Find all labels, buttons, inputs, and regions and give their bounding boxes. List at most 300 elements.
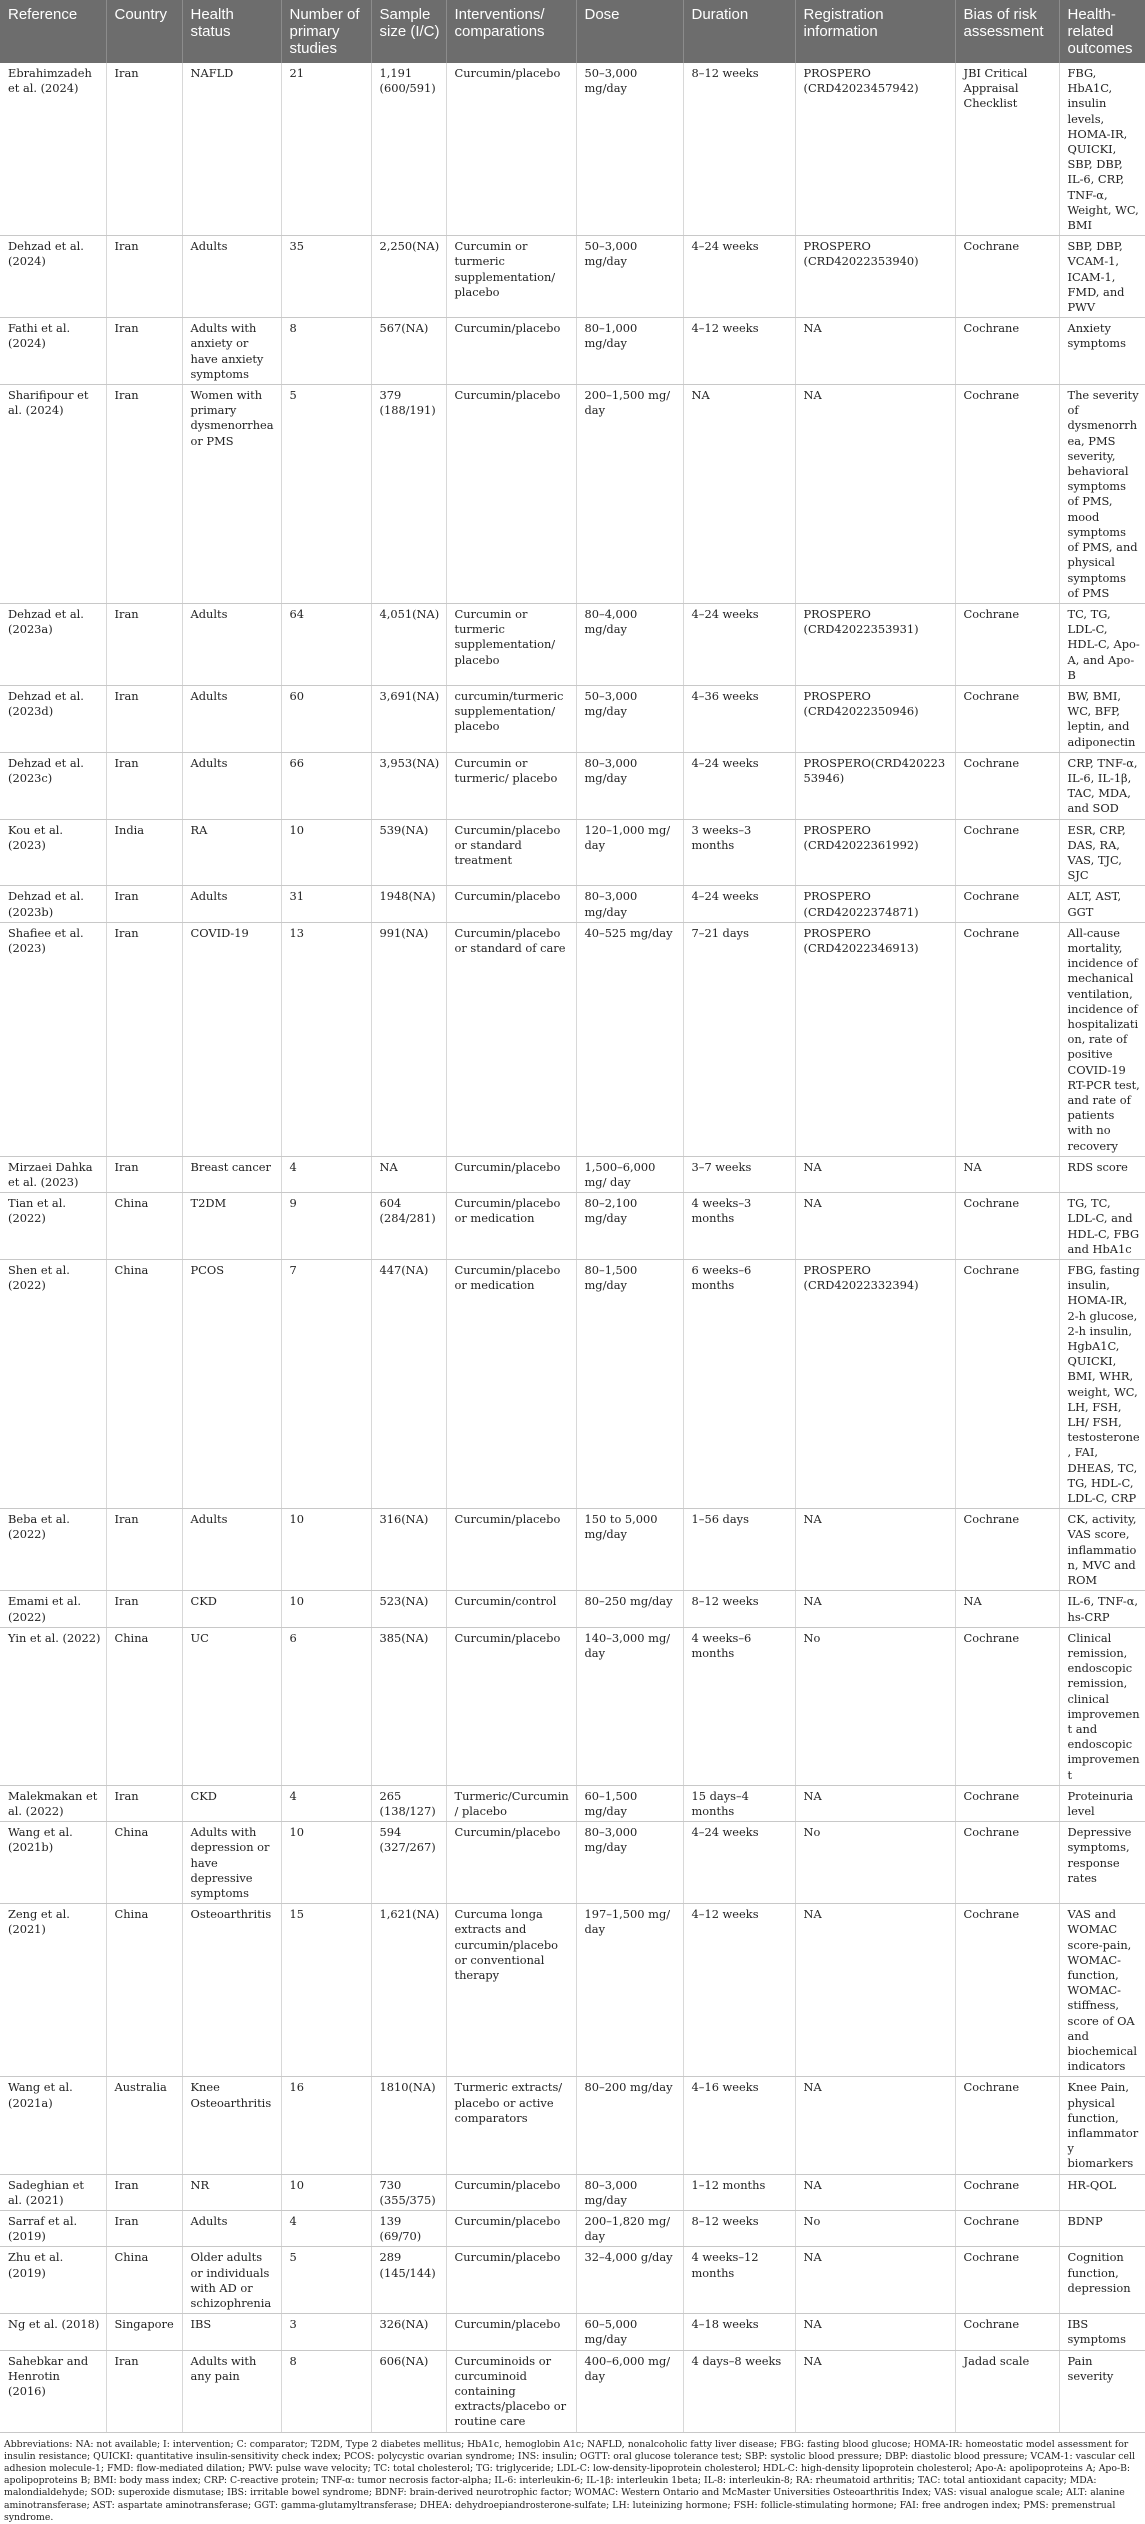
table-cell: 200–1,500 mg/ day	[576, 385, 683, 604]
table-cell: PROSPERO (CRD42022353940)	[795, 236, 955, 318]
table-row	[0, 2174, 1145, 2210]
table-cell: Wang et al. (2021a)	[0, 2077, 106, 2174]
table-cell: NA	[795, 2077, 955, 2174]
table-cell: Wang et al. (2021b)	[0, 1822, 106, 1904]
table-cell: Anxiety symptoms	[1059, 318, 1145, 385]
table-cell: TC, TG, LDL-C, HDL-C, Apo-A, and Apo-B	[1059, 603, 1145, 685]
table-cell: 1,621(NA)	[371, 1904, 446, 2077]
table-row	[0, 1260, 1145, 1509]
table-cell: 4–24 weeks	[683, 236, 795, 318]
table-cell: Cochrane	[955, 1785, 1059, 1821]
table-cell: 66	[281, 752, 371, 819]
table-cell: 16	[281, 2077, 371, 2174]
table-cell: The severity of dysmenorrhea, PMS severity, behavioral symptoms of PMS, mood symptoms of PMS, and physical symptoms of PMS	[1059, 385, 1145, 604]
table-cell: 64	[281, 603, 371, 685]
table-cell: Curcumin/placebo	[446, 385, 576, 604]
column-header: Sample size (I/C)	[371, 0, 446, 63]
table-cell: BDNP	[1059, 2211, 1145, 2247]
table-cell: JBI Critical Appraisal Checklist	[955, 63, 1059, 236]
table-cell: 316(NA)	[371, 1509, 446, 1591]
table-cell: 7–21 days	[683, 922, 795, 1156]
table-cell: 139 (69/70)	[371, 2211, 446, 2247]
table-cell: 80–1,000 mg/day	[576, 318, 683, 385]
table-cell: Adults with anxiety or have anxiety symptoms	[182, 318, 281, 385]
table-cell: NA	[955, 1591, 1059, 1627]
table-cell: VAS and WOMAC score-pain, WOMAC-function, WOMAC-stiffness, score of OA and biochemical indicators	[1059, 1904, 1145, 2077]
table-cell: Iran	[106, 1509, 182, 1591]
table-cell: Ng et al. (2018)	[0, 2314, 106, 2350]
table-cell: 400–6,000 mg/ day	[576, 2350, 683, 2432]
table-cell: Dehzad et al. (2024)	[0, 236, 106, 318]
table-cell: Curcuma longa extracts and curcumin/placebo or conventional therapy	[446, 1904, 576, 2077]
table-cell: 4–24 weeks	[683, 603, 795, 685]
table-cell: Malekmakan et al. (2022)	[0, 1785, 106, 1821]
table-cell: NR	[182, 2174, 281, 2210]
table-cell: 31	[281, 886, 371, 922]
table-cell: Iran	[106, 2350, 182, 2432]
table-cell: Tian et al. (2022)	[0, 1193, 106, 1260]
table-cell: Cochrane	[955, 1822, 1059, 1904]
table-cell: IL-6, TNF-α, hs-CRP	[1059, 1591, 1145, 1627]
table-cell: 6	[281, 1627, 371, 1785]
table-cell: 80–200 mg/day	[576, 2077, 683, 2174]
table-cell: Curcuminoids or curcuminoid containing extracts/placebo or routine care	[446, 2350, 576, 2432]
table-cell: 4–24 weeks	[683, 752, 795, 819]
table-cell: NAFLD	[182, 63, 281, 236]
table-cell: 289 (145/144)	[371, 2247, 446, 2314]
table-cell: IBS	[182, 2314, 281, 2350]
table-cell: Adults	[182, 1509, 281, 1591]
table-cell: 10	[281, 1591, 371, 1627]
table-cell: NA	[795, 1509, 955, 1591]
table-cell: Yin et al. (2022)	[0, 1627, 106, 1785]
table-cell: CRP, TNF-α, IL-6, IL-1β, TAC, MDA, and SOD	[1059, 752, 1145, 819]
table-row	[0, 2211, 1145, 2247]
table-cell: NA	[683, 385, 795, 604]
table-cell: 326(NA)	[371, 2314, 446, 2350]
table-row	[0, 1904, 1145, 2077]
table-cell: Knee Pain, physical function, inflammatory biomarkers	[1059, 2077, 1145, 2174]
table-cell: China	[106, 2247, 182, 2314]
table-cell: CKD	[182, 1785, 281, 1821]
table-cell: 80–3,000 mg/day	[576, 2174, 683, 2210]
table-cell: Singapore	[106, 2314, 182, 2350]
table-cell: 3 weeks–3 months	[683, 819, 795, 886]
table-cell: Curcumin/placebo	[446, 63, 576, 236]
table-cell: Iran	[106, 922, 182, 1156]
table-cell: Cochrane	[955, 685, 1059, 752]
table-cell: FBG, HbA1C, insulin levels, HOMA-IR, QUICKI, SBP, DBP, IL-6, CRP, TNF-α, Weight, WC, BMI	[1059, 63, 1145, 236]
table-cell: 80–1,500 mg/day	[576, 1260, 683, 1509]
table-cell: FBG, fasting insulin, HOMA-IR, 2-h glucose, 2-h insulin, HgbA1C, QUICKI, BMI, WHR, weight, WC, LH, FSH, LH/ FSH, testosterone, FAI, DHEAS, TC, TG, HDL-C, LDL-C, CRP	[1059, 1260, 1145, 1509]
table-cell: Clinical remission, endoscopic remission, clinical improvement and endoscopic improvement	[1059, 1627, 1145, 1785]
table-cell: Beba et al. (2022)	[0, 1509, 106, 1591]
table-body	[0, 63, 1145, 2432]
table-cell: Cochrane	[955, 385, 1059, 604]
table-cell: 10	[281, 2174, 371, 2210]
table-cell: BW, BMI, WC, BFP, leptin, and adiponectin	[1059, 685, 1145, 752]
table-cell: 80–3,000 mg/day	[576, 752, 683, 819]
table-cell: NA	[795, 2247, 955, 2314]
table-cell: 3,691(NA)	[371, 685, 446, 752]
table-row	[0, 2077, 1145, 2174]
table-cell: 8	[281, 318, 371, 385]
table-cell: 80–3,000 mg/day	[576, 886, 683, 922]
table-cell: Curcumin/placebo	[446, 1509, 576, 1591]
table-row	[0, 385, 1145, 604]
table-cell: Adults with depression or have depressive symptoms	[182, 1822, 281, 1904]
table-cell: Fathi et al. (2024)	[0, 318, 106, 385]
table-row	[0, 1591, 1145, 1627]
table-row	[0, 1156, 1145, 1192]
table-cell: 8–12 weeks	[683, 1591, 795, 1627]
table-cell: Adults	[182, 685, 281, 752]
table-cell: 8	[281, 2350, 371, 2432]
table-cell: 604 (284/281)	[371, 1193, 446, 1260]
table-cell: 4 weeks–3 months	[683, 1193, 795, 1260]
table-cell: Shafiee et al. (2023)	[0, 922, 106, 1156]
table-cell: 991(NA)	[371, 922, 446, 1156]
table-cell: Adults	[182, 2211, 281, 2247]
table-cell: 9	[281, 1193, 371, 1260]
table-cell: 379 (188/191)	[371, 385, 446, 604]
column-header: Country	[106, 0, 182, 63]
table-row	[0, 922, 1145, 1156]
table-cell: 10	[281, 1509, 371, 1591]
table-cell: 60	[281, 685, 371, 752]
table-cell: Cochrane	[955, 2314, 1059, 2350]
table-row	[0, 1193, 1145, 1260]
table-cell: 1,500–6,000 mg/ day	[576, 1156, 683, 1192]
table-cell: Iran	[106, 236, 182, 318]
table-cell: SBP, DBP, VCAM-1, ICAM-1, FMD, and PWV	[1059, 236, 1145, 318]
table-cell: NA	[795, 1904, 955, 2077]
table-cell: 447(NA)	[371, 1260, 446, 1509]
table-cell: Jadad scale	[955, 2350, 1059, 2432]
table-cell: 4–24 weeks	[683, 1822, 795, 1904]
table-cell: 10	[281, 1822, 371, 1904]
table-cell: No	[795, 2211, 955, 2247]
column-header: Number of primary studies	[281, 0, 371, 63]
table-cell: Curcumin/placebo	[446, 886, 576, 922]
column-header: Health-related outcomes	[1059, 0, 1145, 63]
table-cell: 1–56 days	[683, 1509, 795, 1591]
table-cell: Curcumin/placebo	[446, 2211, 576, 2247]
table-cell: Zhu et al. (2019)	[0, 2247, 106, 2314]
table-cell: Mirzaei Dahka et al. (2023)	[0, 1156, 106, 1192]
table-cell: PROSPERO (CRD42023457942)	[795, 63, 955, 236]
table-cell: CK, activity, VAS score, inflammation, MVC and ROM	[1059, 1509, 1145, 1591]
table-cell: 140–3,000 mg/ day	[576, 1627, 683, 1785]
table-cell: Adults	[182, 752, 281, 819]
table-cell: 50–3,000 mg/day	[576, 63, 683, 236]
table-cell: Cochrane	[955, 603, 1059, 685]
table-cell: Adults	[182, 236, 281, 318]
table-cell: NA	[795, 1193, 955, 1260]
table-cell: No	[795, 1822, 955, 1904]
table-row	[0, 236, 1145, 318]
table-row	[0, 819, 1145, 886]
table-cell: 15 days–4 months	[683, 1785, 795, 1821]
table-cell: 3–7 weeks	[683, 1156, 795, 1192]
table-row	[0, 1822, 1145, 1904]
table-cell: CKD	[182, 1591, 281, 1627]
table-cell: Shen et al. (2022)	[0, 1260, 106, 1509]
table-cell: 4 days–8 weeks	[683, 2350, 795, 2432]
table-cell: 4	[281, 2211, 371, 2247]
table-cell: curcumin/turmeric supplementation/ placebo	[446, 685, 576, 752]
table-cell: Cochrane	[955, 2077, 1059, 2174]
table-cell: RDS score	[1059, 1156, 1145, 1192]
table-cell: 4	[281, 1785, 371, 1821]
table-cell: Sarraf et al. (2019)	[0, 2211, 106, 2247]
abbreviations-footnote: Abbreviations: NA: not available; I: intervention; C: comparator; T2DM, Type 2 diabetes mellitus; HbA1c, hemoglobin A1c; NAFLD, nonalcoholic fatty liver disease; FBG: fasting blood glucose; HOMA-IR: homeostatic model assessment for insulin resistance; QUICKI: quantitative insulin-sensitivity check index; PCOS: polycystic ovarian syndrome; INS: insulin; OGTT: oral glucose tolerance test; SBP: systolic blood pressure; DBP: diastolic blood pressure; VCAM-1: vascular cell adhesion molecule-1; FMD: flow-mediated dilation; PWV: pulse wave velocity; TC: total cholesterol; TG: triglyceride; LDL-C: low-density-lipoprotein cholesterol; HDL-C: high-density lipoprotein cholesterol; Apo-A: apolipoproteins A; Apo-B: apolipoproteins B; BMI: body mass index; CRP: C-reactive protein; TNF-α: tumor necrosis factor-alpha; IL-6: interleukin-6; IL-1β: interleukin 1beta; IL-8: interleukin-8; RA: rheumatoid arthritis; TAC: total antioxidant capacity; MDA: malondialdehyde; SOD: superoxide dismutase; IBS: irritable bowel syndrome; BDNF: brain-derived neurotrophic factor; WOMAC: Western Ontario and McMaster Universities Osteoarthritis Index; VAS: visual analogue scale; ALT: alanine aminotransferase; AST: aspartate aminotransferase; GGT: gamma-glutamyltransferase; DHEA: dehydroepiandrosterone-sulfate; LH: luteinizing hormone; FSH: follicle-stimulating hormone; FAI: free androgen index; PMS: premenstrual syndrome.	[4, 2438, 1135, 2523]
table-cell: NA	[955, 1156, 1059, 1192]
table-cell: 150 to 5,000 mg/day	[576, 1509, 683, 1591]
table-cell: Curcumin/placebo or standard of care	[446, 922, 576, 1156]
table-cell: Australia	[106, 2077, 182, 2174]
table-cell: PROSPERO (CRD42022350946)	[795, 685, 955, 752]
table-cell: China	[106, 1627, 182, 1785]
table-cell: ALT, AST, GGT	[1059, 886, 1145, 922]
table-cell: 8–12 weeks	[683, 2211, 795, 2247]
table-cell: 50–3,000 mg/day	[576, 685, 683, 752]
table-cell: NA	[371, 1156, 446, 1192]
table-cell: Iran	[106, 2211, 182, 2247]
table-cell: RA	[182, 819, 281, 886]
table-row	[0, 2350, 1145, 2432]
table-cell: Iran	[106, 385, 182, 604]
table-cell: Turmeric extracts/ placebo or active comparators	[446, 2077, 576, 2174]
table-row	[0, 603, 1145, 685]
table-cell: Iran	[106, 1156, 182, 1192]
column-header: Registration information	[795, 0, 955, 63]
table-cell: Iran	[106, 603, 182, 685]
table-row	[0, 886, 1145, 922]
table-cell: Knee Osteoarthritis	[182, 2077, 281, 2174]
table-cell: NA	[795, 1785, 955, 1821]
table-cell: Osteoarthritis	[182, 1904, 281, 2077]
table-cell: Curcumin/placebo or medication	[446, 1193, 576, 1260]
table-cell: 4–36 weeks	[683, 685, 795, 752]
table-cell: NA	[795, 2174, 955, 2210]
table-cell: 567(NA)	[371, 318, 446, 385]
table-cell: T2DM	[182, 1193, 281, 1260]
table-cell: Curcumin/placebo	[446, 1156, 576, 1192]
header-row	[0, 0, 1145, 63]
table-cell: Cochrane	[955, 1260, 1059, 1509]
column-header: Bias of risk assessment	[955, 0, 1059, 63]
table-cell: China	[106, 1193, 182, 1260]
table-cell: 80–4,000 mg/day	[576, 603, 683, 685]
table-cell: 13	[281, 922, 371, 1156]
table-cell: Adults	[182, 603, 281, 685]
table-cell: NA	[795, 1156, 955, 1192]
table-cell: All-cause mortality, incidence of mechanical ventilation, incidence of hospitalization, rate of positive COVID-19 RT-PCR test, and rate of patients with no recovery	[1059, 922, 1145, 1156]
table-row	[0, 1509, 1145, 1591]
table-cell: 35	[281, 236, 371, 318]
table-cell: Sharifipour et al. (2024)	[0, 385, 106, 604]
table-cell: NA	[795, 385, 955, 604]
table-cell: Cochrane	[955, 2174, 1059, 2210]
table-cell: Cochrane	[955, 1509, 1059, 1591]
table-cell: UC	[182, 1627, 281, 1785]
table-cell: Iran	[106, 318, 182, 385]
table-cell: Adults	[182, 886, 281, 922]
table-cell: 1–12 months	[683, 2174, 795, 2210]
column-header: Reference	[0, 0, 106, 63]
table-cell: 3,953(NA)	[371, 752, 446, 819]
table-cell: Curcumin/control	[446, 1591, 576, 1627]
table-cell: Kou et al. (2023)	[0, 819, 106, 886]
table-row	[0, 2314, 1145, 2350]
table-cell: 32–4,000 g/day	[576, 2247, 683, 2314]
table-cell: 4–12 weeks	[683, 318, 795, 385]
table-cell: Pain severity	[1059, 2350, 1145, 2432]
table-cell: 385(NA)	[371, 1627, 446, 1785]
table-cell: 15	[281, 1904, 371, 2077]
table-cell: 1,191 (600/591)	[371, 63, 446, 236]
table-cell: ESR, CRP, DAS, RA, VAS, TJC, SJC	[1059, 819, 1145, 886]
table-cell: No	[795, 1627, 955, 1785]
table-cell: 5	[281, 2247, 371, 2314]
table-cell: Proteinuria level	[1059, 1785, 1145, 1821]
table-cell: Curcumin/placebo	[446, 2174, 576, 2210]
table-cell: 1948(NA)	[371, 886, 446, 922]
table-cell: 4 weeks–12 months	[683, 2247, 795, 2314]
table-cell: PROSPERO (CRD42022361992)	[795, 819, 955, 886]
table-cell: Curcumin/placebo or standard treatment	[446, 819, 576, 886]
table-cell: 120–1,000 mg/ day	[576, 819, 683, 886]
table-cell: 80–250 mg/day	[576, 1591, 683, 1627]
table-cell: Iran	[106, 1785, 182, 1821]
table-cell: Older adults or individuals with AD or schizophrenia	[182, 2247, 281, 2314]
table-cell: 539(NA)	[371, 819, 446, 886]
table-row	[0, 2247, 1145, 2314]
table-cell: Iran	[106, 685, 182, 752]
table-cell: 523(NA)	[371, 1591, 446, 1627]
table-cell: Turmeric/Curcumin/ placebo	[446, 1785, 576, 1821]
column-header: Health status	[182, 0, 281, 63]
table-cell: Iran	[106, 886, 182, 922]
table-cell: Curcumin/placebo	[446, 2314, 576, 2350]
table-cell: 4–16 weeks	[683, 2077, 795, 2174]
table-cell: Iran	[106, 752, 182, 819]
table-cell: 4,051(NA)	[371, 603, 446, 685]
column-header: Dose	[576, 0, 683, 63]
table-cell: India	[106, 819, 182, 886]
table-cell: Curcumin or turmeric supplementation/ placebo	[446, 236, 576, 318]
table-cell: 4–24 weeks	[683, 886, 795, 922]
table-cell: Curcumin/placebo	[446, 2247, 576, 2314]
table-cell: 200–1,820 mg/ day	[576, 2211, 683, 2247]
table-cell: Sahebkar and Henrotin (2016)	[0, 2350, 106, 2432]
table-cell: 730 (355/375)	[371, 2174, 446, 2210]
table-cell: 60–5,000 mg/day	[576, 2314, 683, 2350]
table-cell: Breast cancer	[182, 1156, 281, 1192]
table-cell: 4–12 weeks	[683, 1904, 795, 2077]
table-cell: NA	[795, 1591, 955, 1627]
column-header: Interventions/ comparations	[446, 0, 576, 63]
table-cell: Curcumin/placebo	[446, 318, 576, 385]
table-cell: Curcumin/placebo or medication	[446, 1260, 576, 1509]
table-cell: Adults with any pain	[182, 2350, 281, 2432]
table-row	[0, 1627, 1145, 1785]
table-cell: 60–1,500 mg/day	[576, 1785, 683, 1821]
table-cell: 4 weeks–6 months	[683, 1627, 795, 1785]
table-row	[0, 318, 1145, 385]
table-cell: PROSPERO(CRD42022353946)	[795, 752, 955, 819]
table-cell: Cochrane	[955, 886, 1059, 922]
table-cell: Cochrane	[955, 2247, 1059, 2314]
table-cell: Emami et al. (2022)	[0, 1591, 106, 1627]
table-cell: Iran	[106, 1591, 182, 1627]
table-cell: PROSPERO (CRD42022374871)	[795, 886, 955, 922]
table-cell: Cochrane	[955, 922, 1059, 1156]
table-cell: 21	[281, 63, 371, 236]
table-cell: Cochrane	[955, 318, 1059, 385]
table-cell: 80–2,100 mg/day	[576, 1193, 683, 1260]
table-cell: HR-QOL	[1059, 2174, 1145, 2210]
table-cell: 80–3,000 mg/day	[576, 1822, 683, 1904]
table-cell: NA	[795, 2314, 955, 2350]
table-cell: Dehzad et al. (2023c)	[0, 752, 106, 819]
table-cell: NA	[795, 318, 955, 385]
table-cell: Curcumin or turmeric/ placebo	[446, 752, 576, 819]
table-row	[0, 752, 1145, 819]
table-cell: Cochrane	[955, 2211, 1059, 2247]
table-cell: Dehzad et al. (2023a)	[0, 603, 106, 685]
table-row	[0, 685, 1145, 752]
table-cell: Cochrane	[955, 1193, 1059, 1260]
table-cell: 2,250(NA)	[371, 236, 446, 318]
table-cell: China	[106, 1260, 182, 1509]
table-row	[0, 63, 1145, 236]
table-cell: Cochrane	[955, 752, 1059, 819]
table-cell: 606(NA)	[371, 2350, 446, 2432]
table-cell: Zeng et al. (2021)	[0, 1904, 106, 2077]
table-cell: 7	[281, 1260, 371, 1509]
table-cell: Cognition function, depression	[1059, 2247, 1145, 2314]
table-cell: 10	[281, 819, 371, 886]
table-cell: 4–18 weeks	[683, 2314, 795, 2350]
table-cell: PROSPERO (CRD42022346913)	[795, 922, 955, 1156]
table-cell: Cochrane	[955, 819, 1059, 886]
table-cell: 265 (138/127)	[371, 1785, 446, 1821]
table-cell: Iran	[106, 63, 182, 236]
table-cell: Curcumin or turmeric supplementation/ placebo	[446, 603, 576, 685]
table-cell: China	[106, 1822, 182, 1904]
table-cell: Cochrane	[955, 236, 1059, 318]
table-cell: PROSPERO (CRD42022332394)	[795, 1260, 955, 1509]
table-cell: 40–525 mg/day	[576, 922, 683, 1156]
table-cell: 4	[281, 1156, 371, 1192]
table-cell: Dehzad et al. (2023b)	[0, 886, 106, 922]
table-cell: Iran	[106, 2174, 182, 2210]
table-cell: 6 weeks–6 months	[683, 1260, 795, 1509]
table-cell: 1810(NA)	[371, 2077, 446, 2174]
table-cell: 197–1,500 mg/ day	[576, 1904, 683, 2077]
table-cell: Dehzad et al. (2023d)	[0, 685, 106, 752]
table-cell: NA	[795, 2350, 955, 2432]
table-cell: 594 (327/267)	[371, 1822, 446, 1904]
table-cell: Cochrane	[955, 1904, 1059, 2077]
table-cell: TG, TC, LDL-C, and HDL-C, FBG and HbA1c	[1059, 1193, 1145, 1260]
table-cell: PROSPERO (CRD42022353931)	[795, 603, 955, 685]
table-cell: PCOS	[182, 1260, 281, 1509]
table-cell: Depressive symptoms, response rates	[1059, 1822, 1145, 1904]
table-row	[0, 1785, 1145, 1821]
